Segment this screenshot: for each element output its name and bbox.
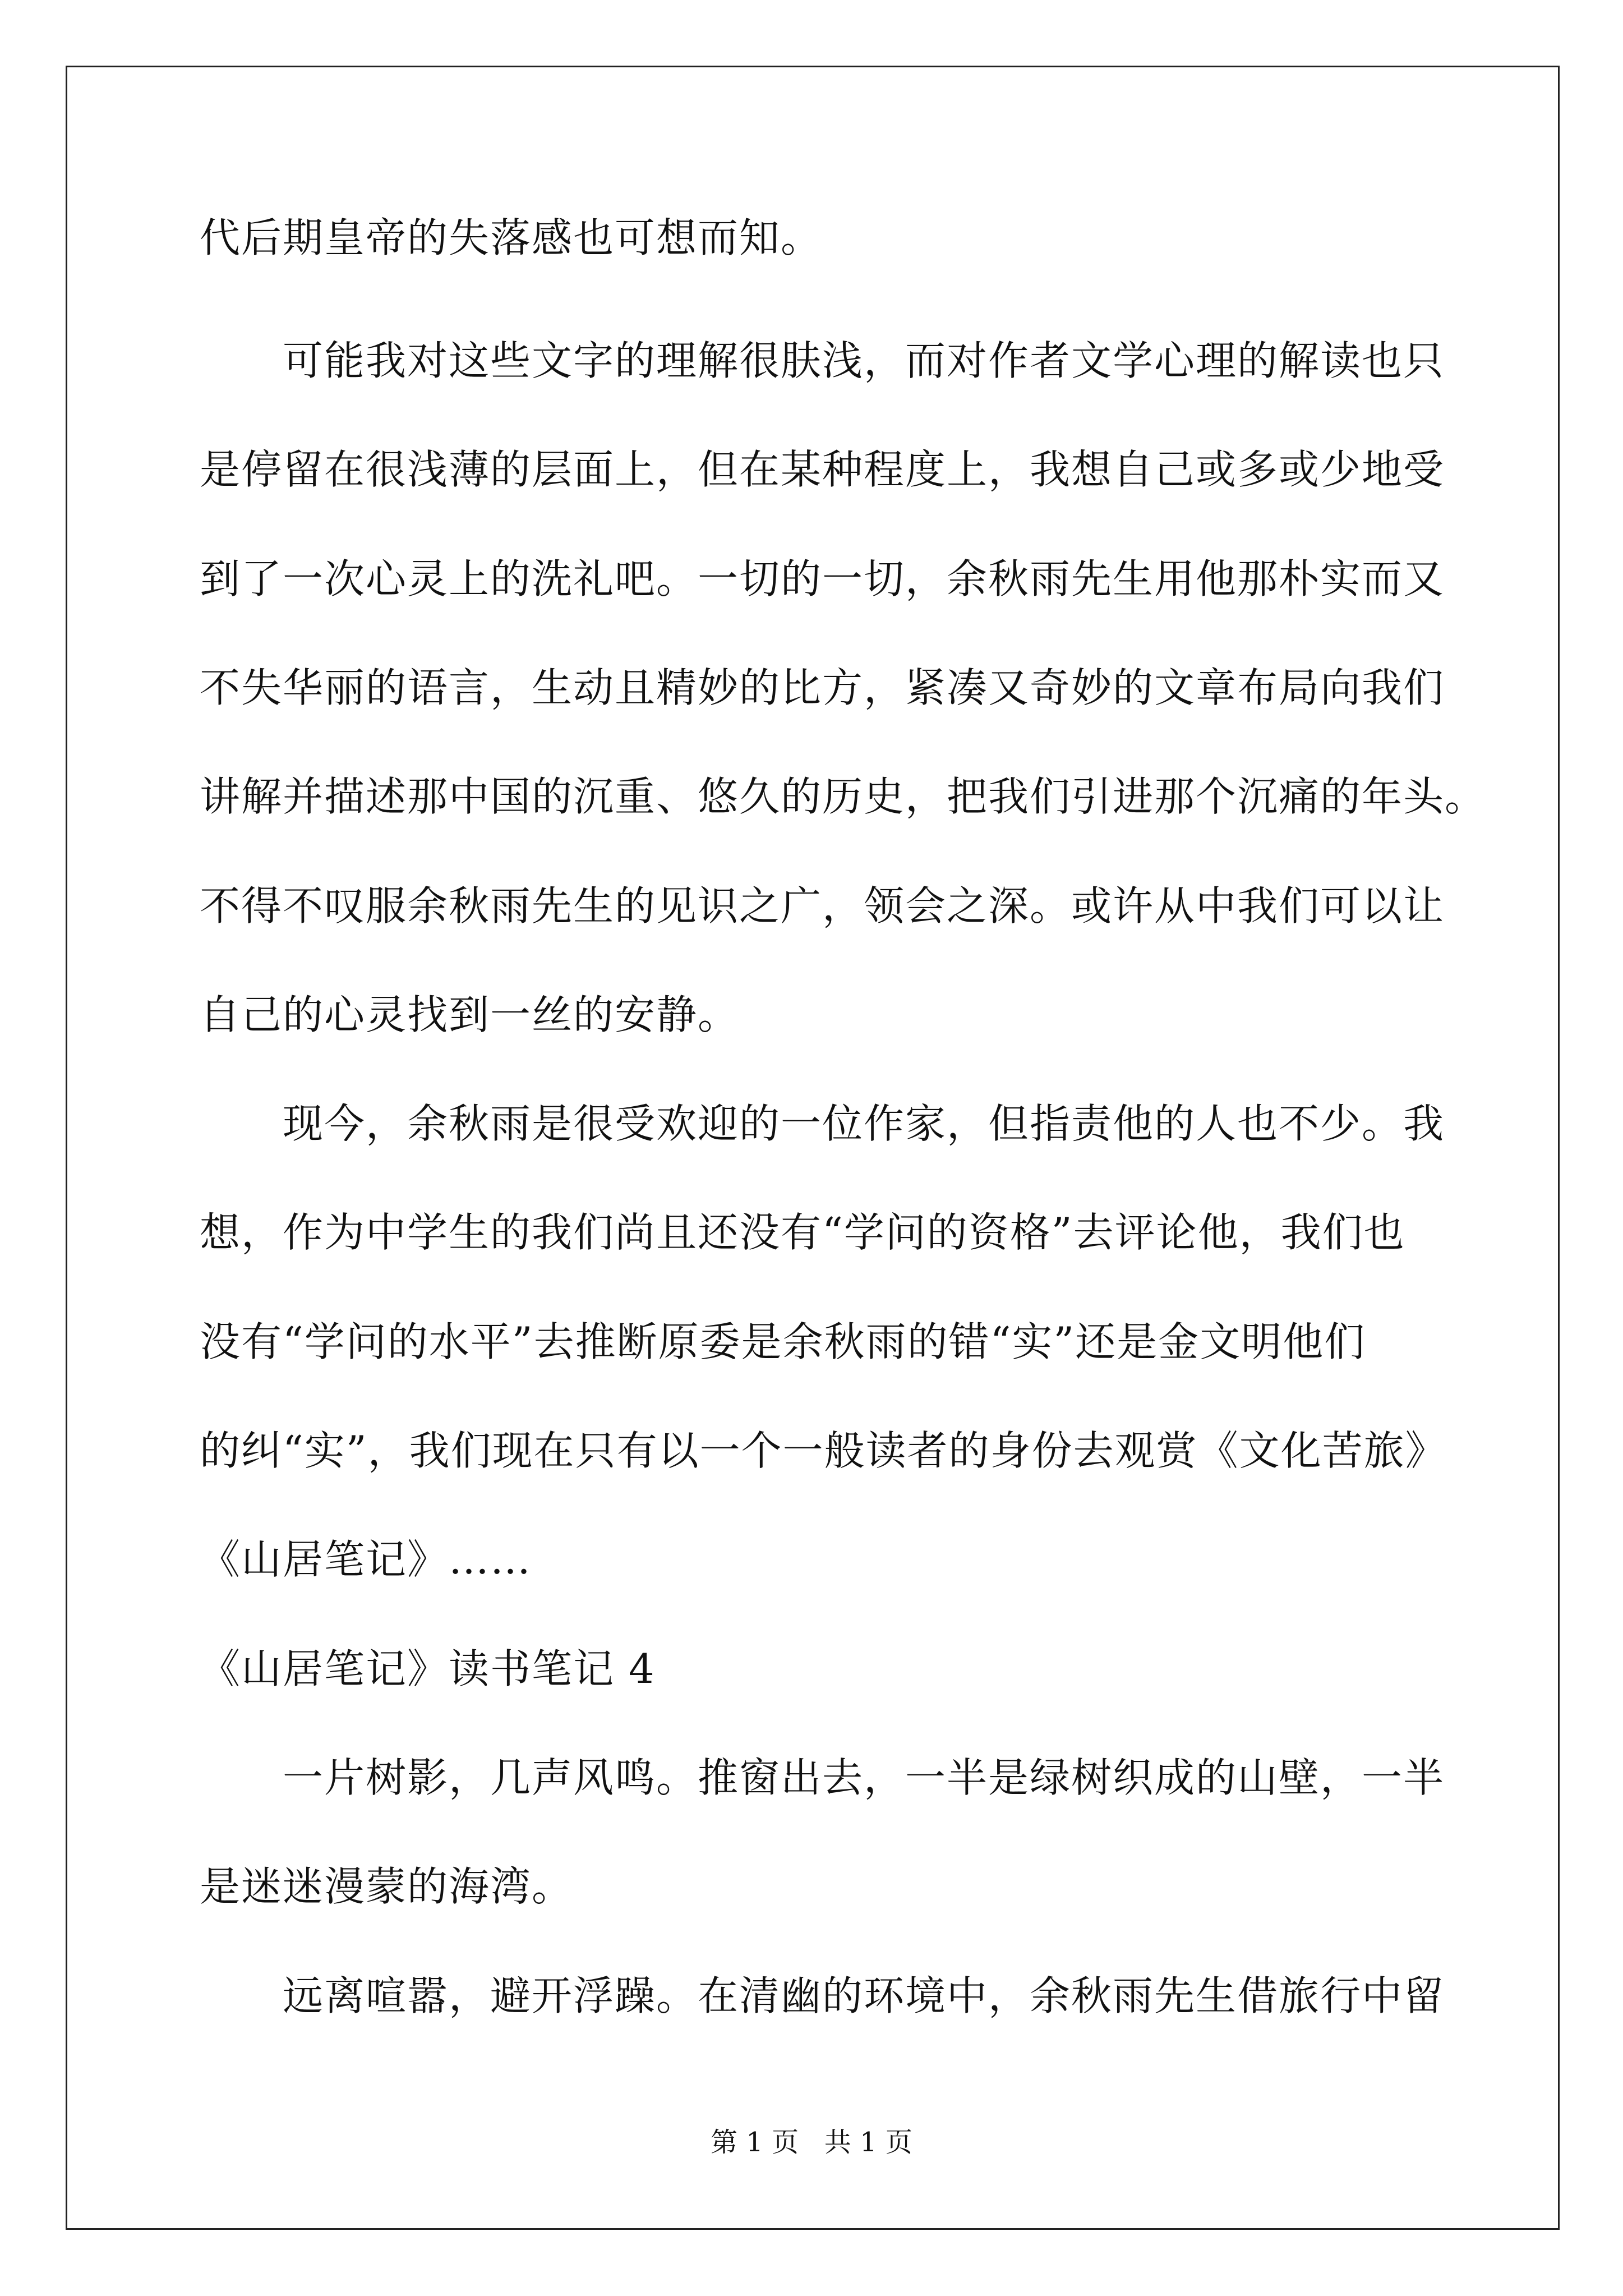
- text-line: 没有“学问的水平”去推断原委是余秋雨的错“实”还是金文明他们: [200, 1318, 1366, 1365]
- section-heading: 《山居笔记》读书笔记 4: [200, 1645, 656, 1692]
- text-line: 远离喧嚣，避开浮躁。在清幽的环境中，余秋雨先生借旅行中留: [283, 1972, 1445, 2019]
- text-line: 现今，余秋雨是很受欢迎的一位作家，但指责他的人也不少。我: [283, 1100, 1445, 1147]
- text-line: 的纠“实”，我们现在只有以一个一般读者的身份去观赏《文化苦旅》: [200, 1427, 1447, 1474]
- text-line: 代后期皇帝的失落感也可想而知。: [200, 214, 823, 261]
- text-line: 可能我对这些文字的理解很肤浅，而对作者文学心理的解读也只: [283, 337, 1445, 384]
- page-footer: 第 1 页 共 1 页: [711, 2127, 912, 2158]
- text-line: 不失华丽的语言，生动且精妙的比方，紧凑又奇妙的文章布局向我们: [200, 664, 1445, 711]
- text-line: 想，作为中学生的我们尚且还没有“学问的资格”去评论他，我们也: [200, 1209, 1405, 1256]
- text-line: 不得不叹服余秋雨先生的见识之广，领会之深。或许从中我们可以让: [200, 882, 1445, 930]
- text-line: 一片树影，几声风鸣。推窗出去，一半是绿树织成的山壁，一半: [283, 1754, 1445, 1801]
- text-line: 《山居笔记》……: [200, 1536, 532, 1583]
- text-line: 是停留在很浅薄的层面上，但在某种程度上，我想自己或多或少地受: [200, 446, 1445, 493]
- text-line: 是迷迷漫蒙的海湾。: [200, 1863, 574, 1910]
- text-line: 自己的心灵找到一丝的安静。: [200, 991, 740, 1038]
- text-line: 讲解并描述那中国的沉重、悠久的历史，把我们引进那个沉痛的年头。: [200, 773, 1487, 820]
- text-line: 到了一次心灵上的洗礼吧。一切的一切，余秋雨先生用他那朴实而又: [200, 555, 1445, 602]
